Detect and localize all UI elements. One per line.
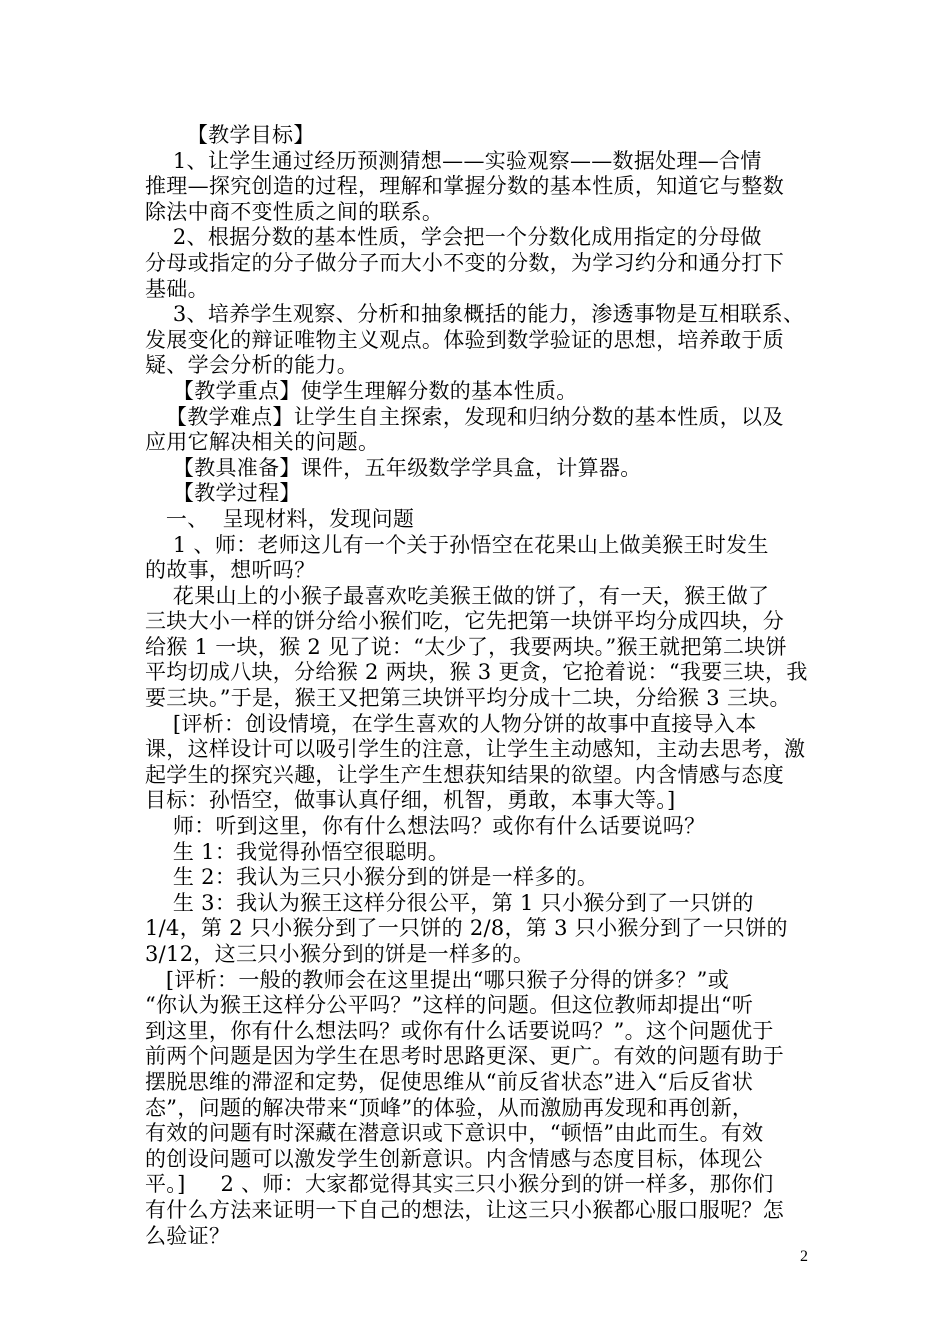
heading-teaching-aids: 【教具准备】课件，五年级数学学具盒，计算器。 [145,455,642,480]
heading-key-points: 【教学重点】使学生理解分数的基本性质。 [145,378,578,403]
commentary-line: 有效的问题有时深藏在潜意识或下意识中，“顿悟”由此而生。有效 [145,1121,764,1146]
commentary-line: 态”，问题的解决带来“顶峰”的体验，从而激励再发现和再创新， [145,1095,754,1120]
commentary-line: 到这里，你有什么想法吗？或你有什么话要说吗？”。这个问题优于 [145,1018,774,1043]
paragraph-line: 要三块。”于是，猴王又把第三块饼平均分成十二块，分给猴 3 三块。 [145,686,791,711]
dialogue-line: 3/12，这三只小猴分到的饼是一样多的。 [145,942,535,966]
paragraph-line: 的故事，想听吗？ [145,558,316,583]
commentary-line: 目标：孙悟空，做事认真仔细，机智，勇敢，本事大等。] [145,788,676,813]
dialogue-line: 1/4，第 2 只小猴分到了一只饼的 2/8，第 3 只小猴分到了一只饼的 [145,916,788,941]
commentary-line: 摆脱思维的滞涩和定势，促使思维从“前反省状态”进入“后反省状 [145,1069,754,1094]
page-number: 2 [800,1248,808,1265]
dialogue-line: 生 3：我认为猴王这样分很公平，第 1 只小猴分到了一只饼的 [145,890,754,915]
paragraph-line: 给猴 1 一块，猴 2 见了说：“太少了，我要两块。”猴王就把第二块饼 [145,634,787,659]
paragraph-line: 基础。 [145,276,209,301]
paragraph-line: 2、根据分数的基本性质，学会把一个分数化成用指定的分母做 [145,225,762,250]
paragraph-line: 么验证？ [145,1223,231,1248]
heading-teaching-process: 【教学过程】 [145,481,301,506]
commentary-line: [评析：创设情境，在学生喜欢的人物分饼的故事中直接导入本 [145,711,757,736]
paragraph-line: 分母或指定的分子做分子而大小不变的分数，为学习约分和通分打下 [145,250,784,275]
heading-teaching-goals: 【教学目标】 [145,123,315,147]
paragraph-line: 平均切成八块，分给猴 2 两块，猴 3 更贪，它抢着说：“我要三块，我 [145,660,808,685]
paragraph-line: 1 、师：老师这儿有一个关于孙悟空在花果山上做美猴王时发生 [145,532,769,557]
paragraph-line: 除法中商不变性质之间的联系。 [145,199,444,224]
commentary-line: 的创设问题可以激发学生创新意识。内含情感与态度目标，体现公 [145,1146,763,1171]
commentary-line: “你认为猴王这样分公平吗？”这样的问题。但这位教师却提出“听 [145,993,754,1018]
commentary-line: [评析：一般的教师会在这里提出“哪只猴子分得的饼多？”或 [145,967,729,992]
paragraph-line: 1、让学生通过经历预测猜想——实验观察——数据处理—合情 [145,148,762,173]
dialogue-line: 师：听到这里，你有什么想法吗？或你有什么话要说吗？ [145,814,706,839]
commentary-line: 课，这样设计可以吸引学生的注意，让学生主动感知，主动去思考，激 [145,737,806,762]
paragraph-line: 疑、学会分析的能力。 [145,353,358,378]
paragraph-line: 三块大小一样的饼分给小猴们吃，它先把第一块饼平均分成四块，分 [145,609,784,634]
commentary-line: 前两个问题是因为学生在思考时思路更深、更广。有效的问题有助于 [145,1044,784,1069]
paragraph-line: 推理—探究创造的过程，理解和掌握分数的基本性质，知道它与整数 [145,174,784,199]
paragraph-line: 应用它解决相关的问题。 [145,430,380,455]
document-body [145,123,813,1249]
paragraph-line: 花果山上的小猴子最喜欢吃美猴王做的饼了，有一天，猴王做了 [145,583,770,608]
dialogue-line: 生 2：我认为三只小猴分到的饼是一样多的。 [145,865,599,890]
commentary-line: 起学生的探究兴趣，让学生产生想获知结果的欲望。内含情感与态度 [145,762,784,787]
paragraph-line: 有什么方法来证明一下自己的想法，让这三只小猴都心服口服呢？怎 [145,1197,784,1222]
section-heading: 一、 呈现材料，发现问题 [145,506,415,531]
dialogue-line: 生 1：我觉得孙悟空很聪明。 [145,839,450,864]
paragraph-line: 发展变化的辩证唯物主义观点。体验到数学验证的思想，培养敢于质 [145,327,784,352]
commentary-line: 平。] 2 、师：大家都觉得其实三只小猴分到的饼一样多，那你们 [145,1172,774,1197]
heading-difficult-points: 【教学难点】让学生自主探索，发现和归纳分数的基本性质，以及 [145,404,784,429]
paragraph-line: 3、培养学生观察、分析和抽象概括的能力，渗透事物是互相联系、 [145,302,805,327]
